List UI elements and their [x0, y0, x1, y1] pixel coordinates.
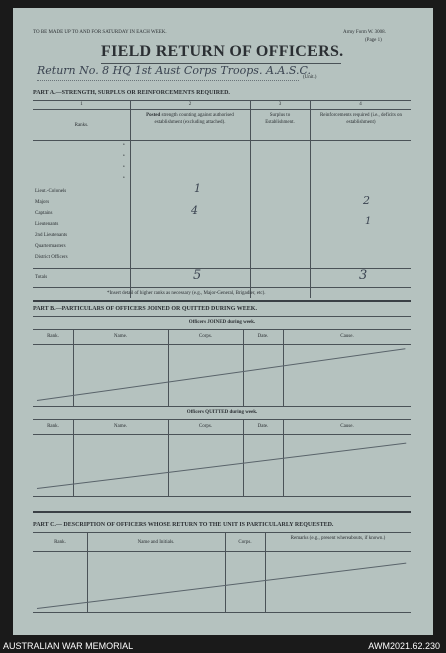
joined-col-corps: Corps. [198, 334, 213, 339]
col-header-posted-rest: strength counting against authorised establishment (excluding attached). [154, 113, 234, 125]
col-number-1: 1 [80, 102, 83, 107]
totals-label: Totals [35, 275, 48, 280]
star-dot: • [123, 143, 125, 148]
total-reinforcements: 3 [359, 268, 368, 283]
col-header-posted [134, 112, 246, 126]
part-c-heading: PART C.— DESCRIPTION OF OFFICERS WHOSE RETURN TO THE UNIT IS PARTICULARLY REQUESTED. [33, 522, 334, 528]
star-dot: • [123, 154, 125, 159]
quitted-col-rank: Rank. [47, 424, 59, 429]
joined-divider [283, 329, 284, 406]
joined-header-top [33, 329, 411, 330]
total-posted: 5 [193, 268, 202, 283]
quitted-divider [243, 419, 244, 496]
form-title: FIELD RETURN OF OFFICERS. [101, 43, 344, 60]
rank-row-district-officers: District Officers [35, 255, 68, 260]
quitted-col-corps: Corps. [198, 424, 213, 429]
part-c-divider [87, 532, 88, 612]
star-dot: • [123, 176, 125, 181]
footer-left: AUSTRALIAN WAR MEMORIAL [3, 641, 134, 651]
part-c-strike-through [37, 563, 406, 609]
posted-lieut-colonels: 1 [194, 182, 201, 195]
joined-bottom [33, 406, 411, 407]
part-b-heading: PART B.—PARTICULARS OF OFFICERS JOINED OR QUITTED DURING WEEK. [33, 306, 257, 312]
joined-strike-through [37, 348, 406, 401]
quitted-strike-through [37, 443, 406, 489]
part-a-number-row-border [33, 109, 411, 110]
part-c-divider [225, 532, 226, 612]
col-number-3: 3 [278, 102, 282, 107]
rank-row-lieutenants: Lieutenants [35, 222, 59, 227]
joined-col-date: Date. [257, 334, 269, 339]
quitted-header-bottom [33, 434, 411, 435]
totals-bottom-border [33, 287, 411, 288]
joined-col-cause: Cause. [340, 334, 354, 339]
joined-divider [243, 329, 244, 406]
part-a-end-border [33, 300, 411, 302]
rank-row-majors: Majors [35, 200, 50, 205]
unit-handwritten: Return No. 8 HQ 1st Aust Corps Troops. A.A.S.C. [37, 64, 311, 77]
form-sheet [13, 8, 433, 635]
quitted-col-cause: Cause. [340, 424, 354, 429]
col-number-2: 2 [188, 102, 192, 107]
joined-header-bottom [33, 344, 411, 345]
part-a-top-border [33, 100, 411, 101]
quitted-col-name: Name. [113, 424, 128, 429]
part-c-divider [265, 532, 266, 612]
rank-row-quartermasters: Quartermasters [35, 244, 66, 249]
quitted-heading: Officers QUITTED during week. [186, 410, 258, 415]
unit-label: (Unit.) [303, 75, 317, 80]
page-number: (Page 1) [365, 38, 382, 43]
quitted-header-top [33, 419, 411, 420]
star-dot: • [123, 165, 125, 170]
part-a-header-bottom [33, 140, 411, 141]
part-c-col-corps: Corps. [238, 540, 252, 545]
form-number: Army Form W. 3008. [343, 30, 386, 35]
part-b-top-border [33, 316, 411, 317]
rank-row-lieut-colonels: Lieut.-Colonels [35, 189, 67, 194]
part-c-top-border [33, 532, 411, 533]
part-a-footnote: *Insert detail of higher ranks as necessary (e.g., Major-General, Brigadier, etc). [107, 291, 266, 296]
part-c-col-remarks: Remarks (e.g., present whereabouts, if known.) [290, 536, 386, 541]
totals-top-border [33, 268, 411, 269]
col-header-posted-bold: Posted [146, 113, 161, 118]
quitted-col-date: Date. [257, 424, 269, 429]
instruction-text: TO BE MADE UP TO AND FOR SATURDAY IN EACH WEEK. [33, 30, 167, 35]
joined-divider [168, 329, 169, 406]
col-number-4: 4 [359, 102, 362, 107]
part-c-header-bottom [33, 551, 411, 552]
part-b-end-border [33, 511, 411, 513]
col-header-reinforcements: Reinforcements required (i.e., deficits on establishment) [319, 113, 403, 125]
rank-row-captains: Captains [35, 211, 53, 216]
unit-dotted-line [37, 80, 299, 81]
footer-right: AWM2021.62.230 [368, 641, 440, 651]
part-c-col-rank: Rank. [54, 540, 66, 545]
col-header-ranks: Ranks. [74, 123, 89, 128]
part-a-heading: PART A.—STRENGTH, SURPLUS OR REINFORCEMENTS REQUIRED. [33, 90, 230, 96]
posted-captains: 4 [191, 204, 198, 217]
reinf-majors: 2 [363, 194, 370, 207]
part-c-bottom [33, 612, 411, 613]
quitted-divider [168, 419, 169, 496]
reinf-lieutenants: 1 [365, 216, 372, 227]
joined-col-name: Name. [113, 334, 128, 339]
col-header-surplus: Surplus to Establishment. [265, 113, 295, 125]
quitted-bottom [33, 496, 411, 497]
joined-col-rank: Rank. [47, 334, 59, 339]
rank-row-2nd-lieutenants: 2nd Lieutenants [35, 233, 68, 238]
joined-heading: Officers JOINED during week. [188, 320, 256, 325]
part-c-col-name: Name and Initials. [137, 540, 175, 545]
